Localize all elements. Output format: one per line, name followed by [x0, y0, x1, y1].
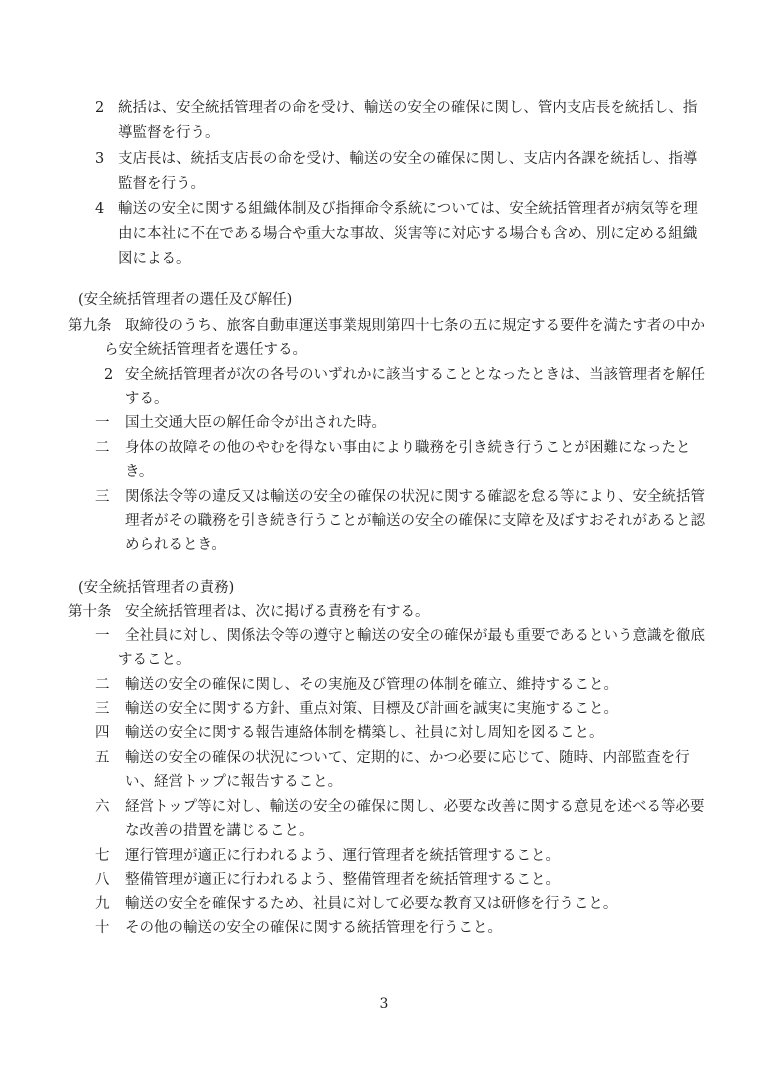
item-number: 二 [95, 677, 110, 693]
item-text-line: 輸送の安全の確保の状況について、定期的に、かつ必要に応じて、随時、内部監査を行 [125, 750, 690, 766]
item-text-line: 監督を行う。 [118, 176, 205, 192]
item-number: 九 [95, 896, 110, 912]
item-number: 四 [95, 725, 110, 741]
item-text-line: 全社員に対し、関係法令等の遵守と輸送の安全の確保が最も重要であるという意識を徹底 [125, 628, 705, 644]
item-text-line: 輸送の安全に関する方針、重点対策、目標及び計画を誠実に実施すること。 [125, 701, 618, 717]
item-number: 十 [95, 920, 110, 936]
item-text-line: な改善の措置を講じること。 [125, 823, 314, 839]
article-text-line: ら安全統括管理者を選任する。 [104, 342, 307, 358]
article-text-line: 取締役のうち、旅客自動車運送事業規則第四十七条の五に規定する要件を満たす者の中か [125, 318, 705, 334]
item-number: 一 [95, 628, 110, 644]
item-text-line: い、経営トップに報告すること。 [125, 774, 343, 790]
item-number: 五 [95, 750, 110, 766]
item-number: 七 [95, 848, 110, 864]
article-text-line: 安全統括管理者は、次に掲げる責務を有する。 [125, 604, 430, 620]
item-text-line: 輸送の安全に関する組織体制及び指揮命令系統については、安全統括管理者が病気等を理 [118, 201, 698, 217]
item-text-line: められるとき。 [125, 537, 226, 553]
item-number: 八 [95, 872, 110, 888]
paragraph-number: 2 [104, 367, 114, 383]
item-text-line: 運行管理が適正に行われるよう、運行管理者を統括管理すること。 [125, 848, 560, 864]
item-text-line: 輸送の安全の確保に関し、その実施及び管理の体制を確立、維持すること。 [125, 677, 618, 693]
item-text-line: き。 [125, 464, 154, 480]
item-text-line: 支店長は、統括支店長の命を受け、輸送の安全の確保に関し、支店内各課を統括し、指導 [118, 151, 698, 167]
article-heading: (安全統括管理者の責務) [78, 580, 235, 596]
item-text-line: 由に本社に不在である場合や重大な事故、災害等に対応する場合も含め、別に定める組織 [118, 226, 698, 242]
item-text-line: 整備管理が適正に行われるよう、整備管理者を統括管理すること。 [125, 872, 560, 888]
item-text-line: 図による。 [118, 251, 191, 267]
item-text-line: 輸送の安全に関する報告連絡体制を構築し、社員に対し周知を図ること。 [125, 725, 604, 741]
item-number: 二 [95, 440, 110, 456]
page-number: 3 [379, 996, 389, 1012]
item-text-line: 統括は、安全統括管理者の命を受け、輸送の安全の確保に関し、管内支店長を統括し、指 [118, 100, 698, 116]
item-number: 3 [95, 151, 105, 167]
item-text-line: 経営トップ等に対し、輸送の安全の確保に関し、必要な改善に関する意見を述べる等必要 [125, 799, 705, 815]
item-text-line: 導監督を行う。 [118, 125, 220, 141]
item-number: 三 [95, 489, 110, 505]
article-label: 第九条 [68, 318, 112, 334]
item-text-line: 国土交通大臣の解任命令が出された時。 [125, 415, 386, 431]
item-text-line: 理者がその職務を引き続き行うことが輸送の安全の確保に支障を及ぼすおそれがあると認 [125, 513, 705, 529]
article-heading: (安全統括管理者の選任及び解任) [78, 292, 293, 308]
item-number: 六 [95, 799, 110, 815]
item-text-line: その他の輸送の安全の確保に関する統括管理を行うこと。 [125, 920, 502, 936]
item-number: 三 [95, 701, 110, 717]
item-number: 2 [95, 100, 105, 116]
item-text-line: 身体の故障その他のやむを得ない事由により職務を引き続き行うことが困難になったと [125, 440, 691, 456]
item-text-line: 輸送の安全を確保するため、社員に対して必要な教育又は研修を行うこと。 [125, 896, 618, 912]
paragraph-text-line: 安全統括管理者が次の各号のいずれかに該当することとなったときは、当該管理者を解任 [125, 367, 705, 383]
item-number: 4 [95, 201, 105, 217]
item-text-line: 関係法令等の違反又は輸送の安全の確保の状況に関する確認を怠る等により、安全統括管 [125, 489, 705, 505]
item-text-line: すること。 [118, 652, 191, 668]
article-label: 第十条 [68, 604, 112, 620]
paragraph-text-line: する。 [125, 391, 169, 407]
item-number: 一 [95, 415, 110, 431]
